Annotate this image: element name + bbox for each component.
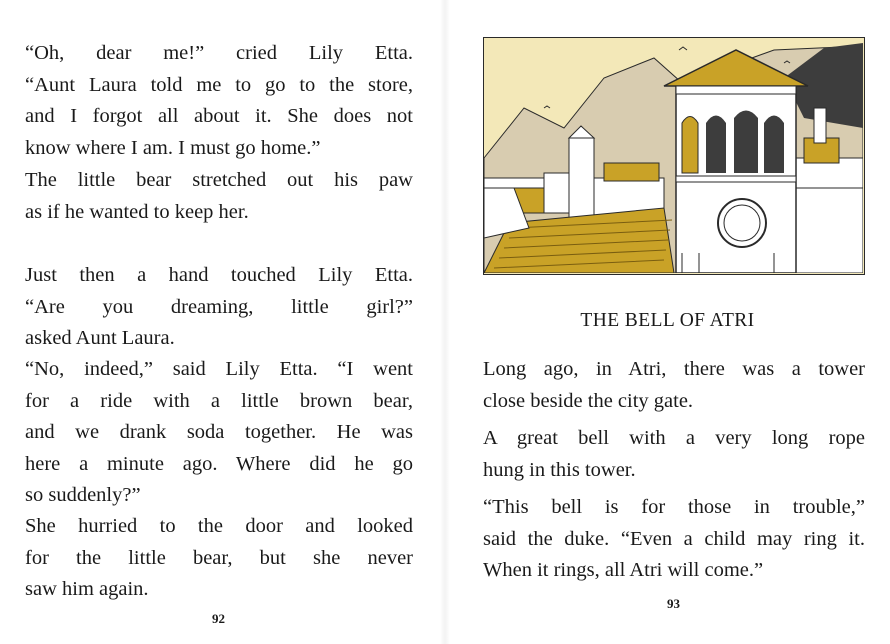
text-line: know where I am. I must go home.” bbox=[25, 136, 321, 159]
text-line: and we drank soda together. He was bbox=[25, 421, 413, 443]
text-line: “No, indeed,” said Lily Etta. “I went bbox=[25, 358, 413, 380]
text-line: saw him again. bbox=[25, 578, 149, 600]
text-line: Just then a hand touched Lily Etta. bbox=[25, 264, 413, 286]
text-line: The little bear stretched out his paw bbox=[25, 169, 413, 191]
text-line: asked Aunt Laura. bbox=[25, 327, 175, 349]
text-line: A great bell with a very long rope bbox=[483, 427, 865, 449]
paragraph-1 bbox=[25, 38, 413, 164]
text-line: for a ride with a little brown bear, bbox=[25, 389, 413, 412]
text-line: close beside the city gate. bbox=[483, 389, 694, 412]
right-page bbox=[445, 0, 890, 644]
illustration-drawing bbox=[484, 38, 863, 273]
paragraph-2 bbox=[25, 165, 413, 228]
paragraph-3 bbox=[25, 260, 413, 355]
page-number: 93 bbox=[667, 596, 680, 611]
text-line: She hurried to the door and looked bbox=[25, 515, 413, 537]
paragraph-5 bbox=[25, 511, 413, 606]
text-line: “This bell is for those in trouble,” bbox=[483, 496, 865, 518]
paragraph-1 bbox=[483, 354, 865, 417]
text-line: here a minute ago. Where did he go bbox=[25, 452, 413, 475]
text-line: and I forgot all about it. She does not bbox=[25, 105, 413, 127]
text-line: Long ago, in Atri, there was a tower bbox=[483, 358, 865, 380]
chapter-title: THE BELL OF ATRI bbox=[580, 310, 755, 331]
paragraph-2 bbox=[483, 423, 865, 486]
paragraph-4 bbox=[25, 354, 413, 512]
paragraph-3 bbox=[483, 492, 865, 587]
text-line: When it rings, all Atri will come.” bbox=[483, 559, 764, 581]
text-line: “Are you dreaming, little girl?” bbox=[25, 295, 413, 318]
page-number: 92 bbox=[212, 611, 225, 626]
text-line: “Oh, dear me!” cried Lily Etta. bbox=[25, 42, 413, 64]
text-line: for the little bear, but she never bbox=[25, 546, 413, 569]
text-line: hung in this tower. bbox=[483, 458, 636, 481]
text-line: so suddenly?” bbox=[25, 484, 141, 506]
tower-bell-atri-illustration bbox=[483, 37, 865, 275]
text-line: said the duke. “Even a child may ring it. bbox=[483, 527, 865, 550]
text-line: as if he wanted to keep her. bbox=[25, 200, 249, 223]
text-line: “Aunt Laura told me to go to the store, bbox=[25, 73, 413, 96]
